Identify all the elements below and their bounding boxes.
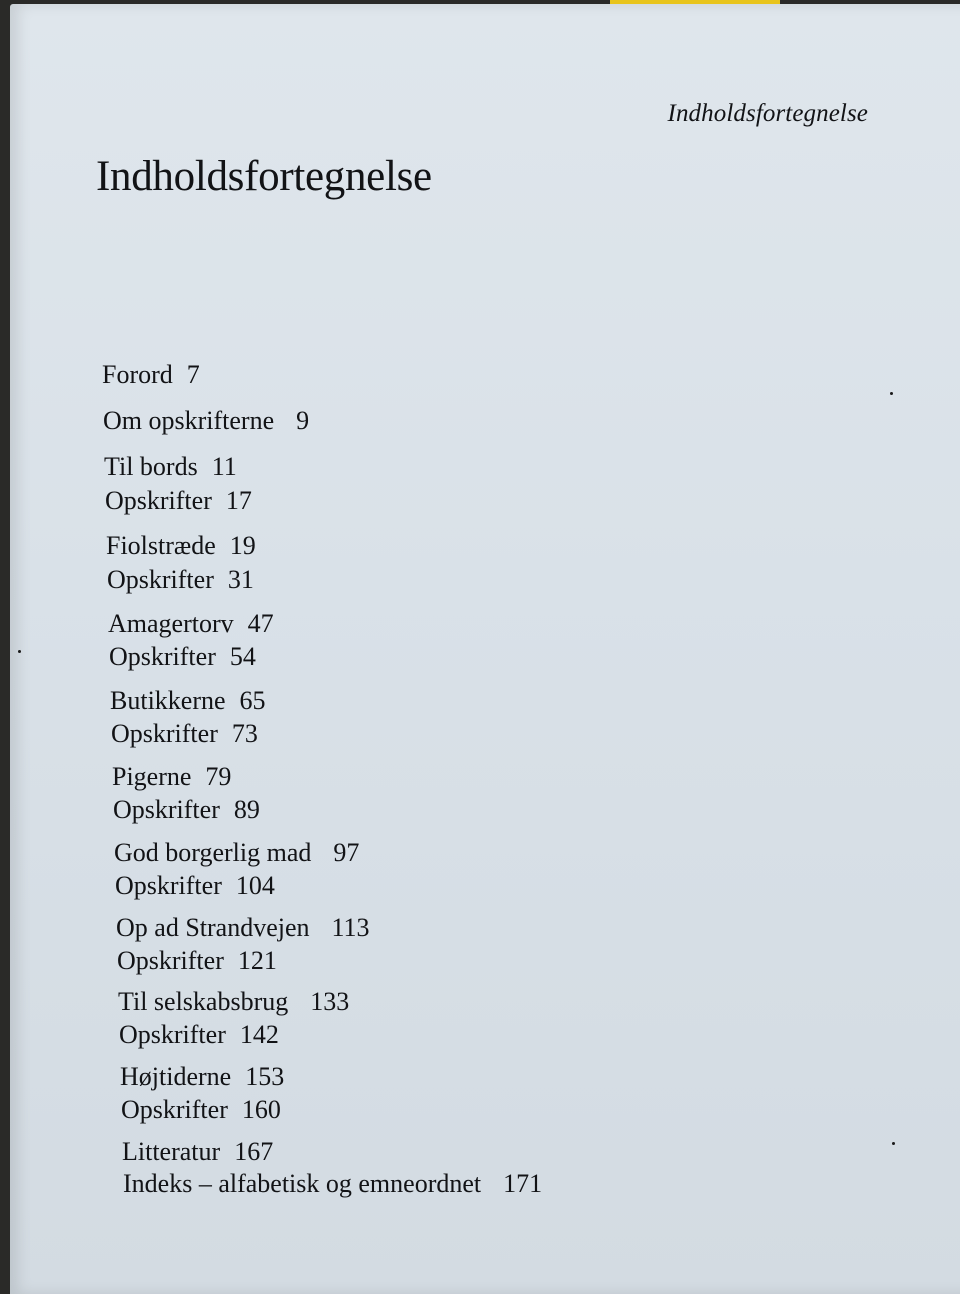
toc-entry-page: 171: [503, 1169, 543, 1198]
toc-entry-label: Indeks – alfabetisk og emneordnet: [123, 1169, 482, 1198]
toc-entry: [115, 871, 275, 901]
toc-entry-page: 104: [235, 871, 275, 900]
toc-entry-page: 89: [233, 795, 260, 824]
toc-entry-page: 113: [331, 913, 370, 942]
toc-entry-page: 17: [225, 486, 252, 515]
toc-entry-label: Forord: [102, 360, 173, 389]
toc-entry-page: 133: [310, 987, 350, 1016]
toc-entry-label: Højtiderne: [120, 1062, 232, 1091]
toc-entry: [111, 719, 258, 749]
book-page: [10, 4, 960, 1294]
toc-entry: [118, 987, 349, 1017]
running-head: Indholdsfortegnelse: [667, 100, 868, 127]
toc-entry: [108, 609, 274, 639]
toc-entry: [114, 838, 359, 868]
toc-entry-page: 31: [227, 565, 254, 594]
toc-entry-page: 142: [239, 1020, 279, 1049]
toc-entry: [109, 642, 256, 672]
toc-entry-label: Amagertorv: [108, 609, 234, 638]
toc-entry-page: 121: [237, 946, 277, 975]
toc-entry-page: 79: [205, 762, 232, 791]
toc-entry-page: 153: [245, 1062, 285, 1091]
toc-entry-label: Litteratur: [122, 1137, 221, 1166]
toc-entry: [106, 531, 256, 561]
toc-entry-page: 167: [234, 1137, 274, 1166]
toc-entry: [123, 1169, 542, 1199]
toc-entry: [107, 565, 254, 595]
toc-entry-page: 9: [296, 406, 310, 435]
toc-entry-label: Opskrifter: [107, 565, 214, 594]
toc-entry-page: 73: [231, 719, 258, 748]
toc-entry-page: 11: [211, 452, 237, 481]
toc-entry-page: 54: [229, 642, 256, 671]
toc-entry-label: Pigerne: [112, 762, 192, 791]
toc-entry-label: Fiolstræde: [106, 531, 216, 560]
toc-entry: [116, 913, 370, 943]
toc-entry-label: Opskrifter: [119, 1020, 226, 1049]
toc-entry-label: God borgerlig mad: [114, 838, 312, 867]
toc-entry: [113, 795, 260, 825]
toc-entry: [120, 1062, 284, 1092]
toc-entry-label: Opskrifter: [117, 946, 224, 975]
toc-entry-label: Opskrifter: [105, 486, 212, 515]
toc-entry-label: Til selskabsbrug: [118, 987, 289, 1016]
toc-entry: [103, 406, 309, 436]
toc-entry-label: Til bords: [104, 452, 198, 481]
toc-entry-label: Opskrifter: [115, 871, 222, 900]
toc-entry: [117, 946, 277, 976]
toc-entry-label: Opskrifter: [113, 795, 220, 824]
toc-entry-page: 65: [239, 686, 266, 715]
page-title: Indholdsfortegnelse: [96, 153, 432, 200]
toc-entry: [119, 1020, 279, 1050]
toc-entry: [121, 1095, 281, 1125]
toc-entry: [104, 452, 237, 482]
toc-entry: [112, 762, 231, 792]
toc-entry-label: Om opskrifterne: [103, 406, 275, 435]
toc-entry-page: 97: [333, 838, 360, 867]
toc-entry-page: 47: [247, 609, 274, 638]
toc-entry: [122, 1137, 273, 1167]
toc-entry-label: Butikkerne: [110, 686, 226, 715]
toc-entry-page: 19: [229, 531, 256, 560]
toc-entry-label: Opskrifter: [121, 1095, 228, 1124]
toc-entry: [102, 360, 200, 390]
toc-entry: [105, 486, 252, 516]
toc-entry-label: Opskrifter: [111, 719, 218, 748]
toc-entry-page: 160: [241, 1095, 281, 1124]
toc-entry-label: Opskrifter: [109, 642, 216, 671]
toc-entry: [110, 686, 266, 716]
toc-entry-page: 7: [186, 360, 200, 389]
toc-entry-label: Op ad Strandvejen: [116, 913, 310, 942]
